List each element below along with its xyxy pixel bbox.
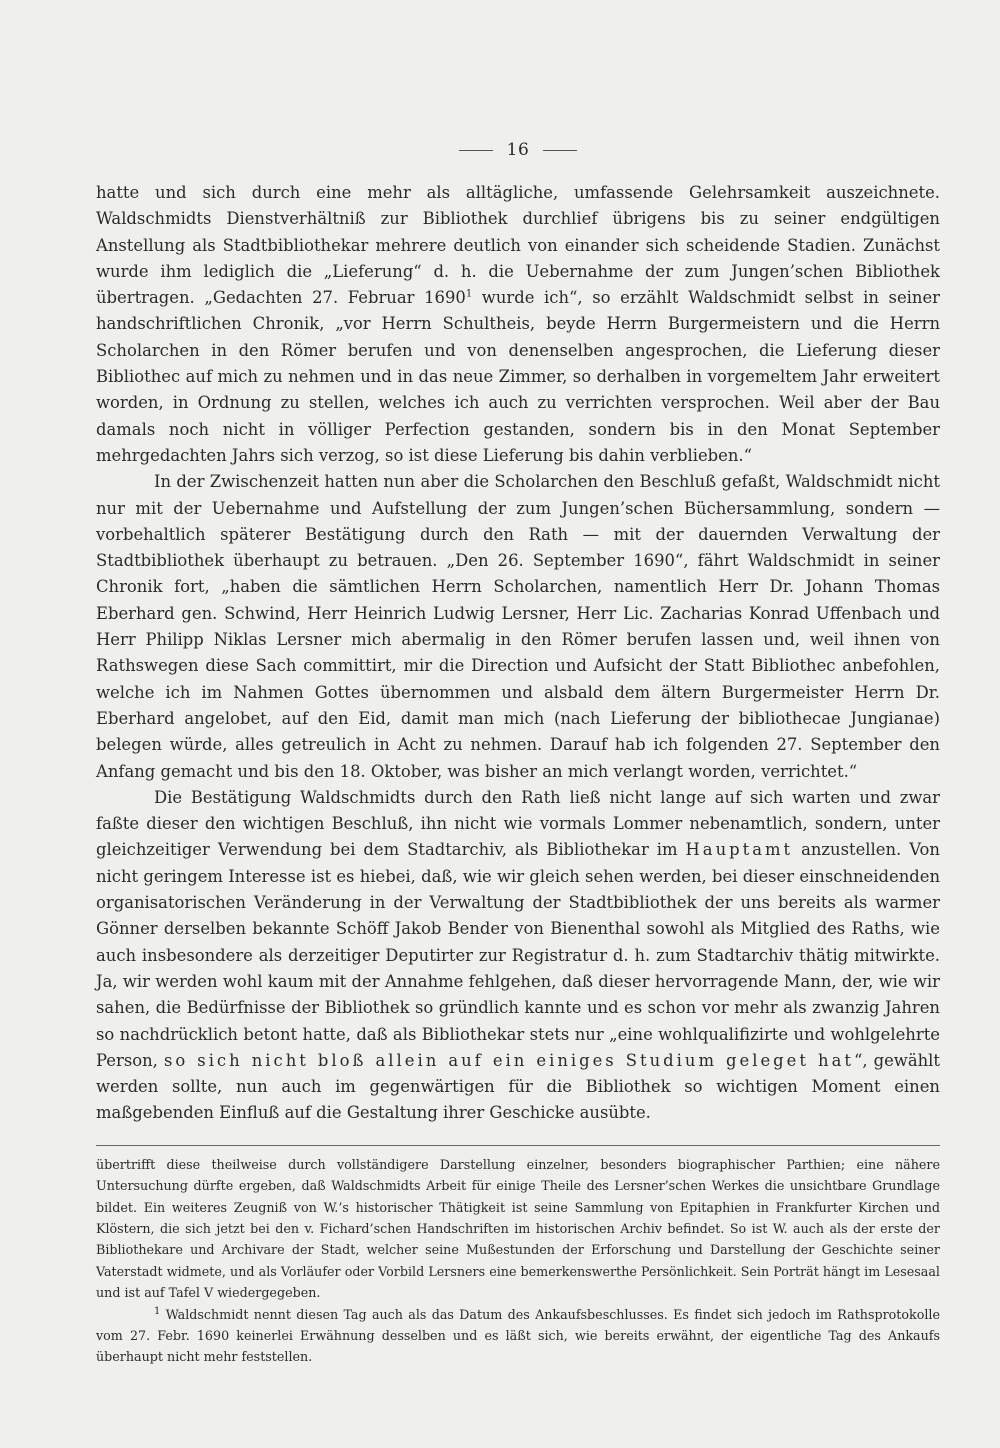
page-number: 16 <box>506 140 530 160</box>
paragraph-2-text: In der Zwischenzeit hatten nun aber die Scholarchen den Beschluß gefaßt, Waldschmidt nicht nur mit der Uebernahme und Aufstellung der zum Jungen’schen Büchersammlung, sondern — vorbehaltlich späterer Bestätigung durch den Rath — mit der dauernden Verwaltung der Stadtbibliothek überhaupt zu betrauen. „Den 26. September 1690“, fährt Waldschmidt in seiner Chronik fort, „haben die sämtlichen Herrn Scholarchen, namentlich Herr Dr. Johann Thomas Eberhard gen. Schwind, Herr Heinrich Ludwig Lersner, Herr Lic. Zacharias Konrad Uffenbach und Herr Philipp Niklas Lersner mich abermalig in den Römer berufen lassen und, weil ihnen von Rathswegen diese Sach committirt, mir die Direction und Aufsicht der Statt Bibliothec anbefohlen, welche ich im Nahmen Gottes übernommen und alsbald dem ältern Burgermeister Herrn Dr. Eberhard angelobet, auf den Eid, damit man mich (nach Lieferung der bibliothecae Jungianae) belegen würde, alles getreulich in Acht zu nehmen. Darauf hab ich folgenden 27. September den Anfang gemacht und bis den 18. Oktober, was bisher an mich verlangt worden, verrichtet.“ <box>96 472 940 781</box>
paragraph-3-text-c: “, gewählt werden sollte, nun auch im gegenwärtigen für die Bibliothek so wichtigen Moment einen maßgebenden Einfluß auf die Gestaltung ihrer Geschicke ausübte. <box>96 1050 940 1123</box>
paragraph-2 <box>96 469 940 785</box>
paragraph-3-text-b: anzustellen. Von nicht geringem Interesse ist es hiebei, daß, wie wir gleich sehen werden, bei dieser einschneidenden organisatorischen Veränderung in der Verwaltung der Stadtbibliothek der uns bereits als warmer Gönner derselben bekannte Schöff Jakob Bender von Bienenthal sowohl als Mitglied des Raths, wie auch insbesondere als derzeitiger Deputirter zur Registratur d. h. zum Stadtarchiv thätig mitwirkte. Ja, wir werden wohl kaum mit der Annahme fehlgehen, daß dieser hervorragende Mann, der, wie wir sahen, die Bedürfnisse der Bibliothek so gründlich kannte und es schon vor mehr als zwanzig Jahren so nachdrücklich betont hatte, daß als Bibliothekar stets nur „eine wohlqualifizirte und wohlgelehrte Person, <box>96 840 940 1070</box>
footnote-1-text: Waldschmidt nennt diesen Tag auch als das Datum des Ankaufsbeschlusses. Es findet sich jedoch im Rathsprotokolle vom 27. Febr. 1690 keinerlei Erwähnung desselben und es läßt sich, wie bereits erwähnt, der eigentliche Tag des Ankaufs überhaupt nicht mehr feststellen. <box>96 1306 940 1365</box>
paragraph-1-text: hatte und sich durch eine mehr als alltägliche, umfassende Gelehrsamkeit auszeichnete. Waldschmidts Dienstverhältniß zur Bibliothek durchlief übrigens bis zu seiner endgültigen Anstellung als Stadtbibliothekar mehrere deutlich von einander sich scheidende Stadien. Zunächst wurde ihm lediglich die „Lieferung“ d. h. die Uebernahme der zum Jungen’schen Bibliothek übertragen. „Gedachten 27. Februar 1690 <box>96 183 940 308</box>
footnote-continued: übertrifft diese theilweise durch vollständigere Darstellung einzelner, besonders biographischer Parthien; eine nähere Untersuchung dürfte ergeben, daß Waldschmidts Arbeit für einige Theile des Lersner’schen Werkes die unsichtbare Grundlage bildet. Ein weiteres Zeugniß von W.’s historischer Thätigkeit ist seine Sammlung von Epitaphien in Frankfurter Kirchen und Klöstern, die sich jetzt bei den v. Fichard’schen Handschriften im historischen Archiv befindet. So ist W. auch als der erste der Bibliothekare und Archivare der Stadt, welcher seine Mußestunden der Erforschung und Darstellung der Geschichte seiner Vaterstadt widmete, und als Vorläufer oder Vorbild Lersners eine bemerkenswerthe Persönlichkeit. Sein Porträt hängt im Lesesaal und ist auf Tafel V wiedergegeben. <box>96 1156 940 1301</box>
header-dash-left <box>459 150 493 151</box>
footnote-1 <box>96 1304 940 1368</box>
paragraph-3-text-a: Die Bestätigung Waldschmidts durch den Rath ließ nicht lange auf sich warten und zwar faßte dieser den wichtigen Beschluß, ihn nicht wie vormals Lommer nebenamtlich, sondern, unter gleichzeitiger Verwendung bei dem Stadtarchiv, als Bibliothekar im <box>96 787 940 860</box>
footnote-divider <box>96 1145 940 1146</box>
header-dash-right <box>543 150 577 151</box>
footnote-marker-1: 1 <box>465 288 473 300</box>
paragraph-3 <box>96 785 940 1127</box>
emphasis-quote: so sich nicht bloß allein auf ein einiges Studium geleget hat <box>163 1050 854 1070</box>
footnote-1-marker: 1 <box>154 1305 161 1317</box>
page-header <box>96 140 940 160</box>
body-text <box>96 180 940 1127</box>
footnotes <box>96 1154 940 1368</box>
emphasis-hauptamt: Hauptamt <box>685 840 794 860</box>
paragraph-1-continuation: wurde ich“, so erzählt Waldschmidt selbst in seiner handschriftlichen Chronik, „vor Herrn Schultheis, beyde Herrn Burgermeistern und die Herrn Scholarchen in den Römer berufen und von denenselben angesprochen, die Lieferung dieser Bibliothec auf mich zu nehmen und in das neue Zimmer, so derhalben in vorgemeltem Jahr erweitert worden, in Ordnung zu stellen, welches ich auch zu verrichten versprochen. Weil aber der Bau damals noch nicht in völliger Perfection gestanden, sondern bis in den Monat September mehrgedachten Jahrs sich verzog, so ist diese Lieferung bis dahin verblieben.“ <box>96 288 940 465</box>
paragraph-1 <box>96 180 940 469</box>
document-page <box>96 140 940 1368</box>
